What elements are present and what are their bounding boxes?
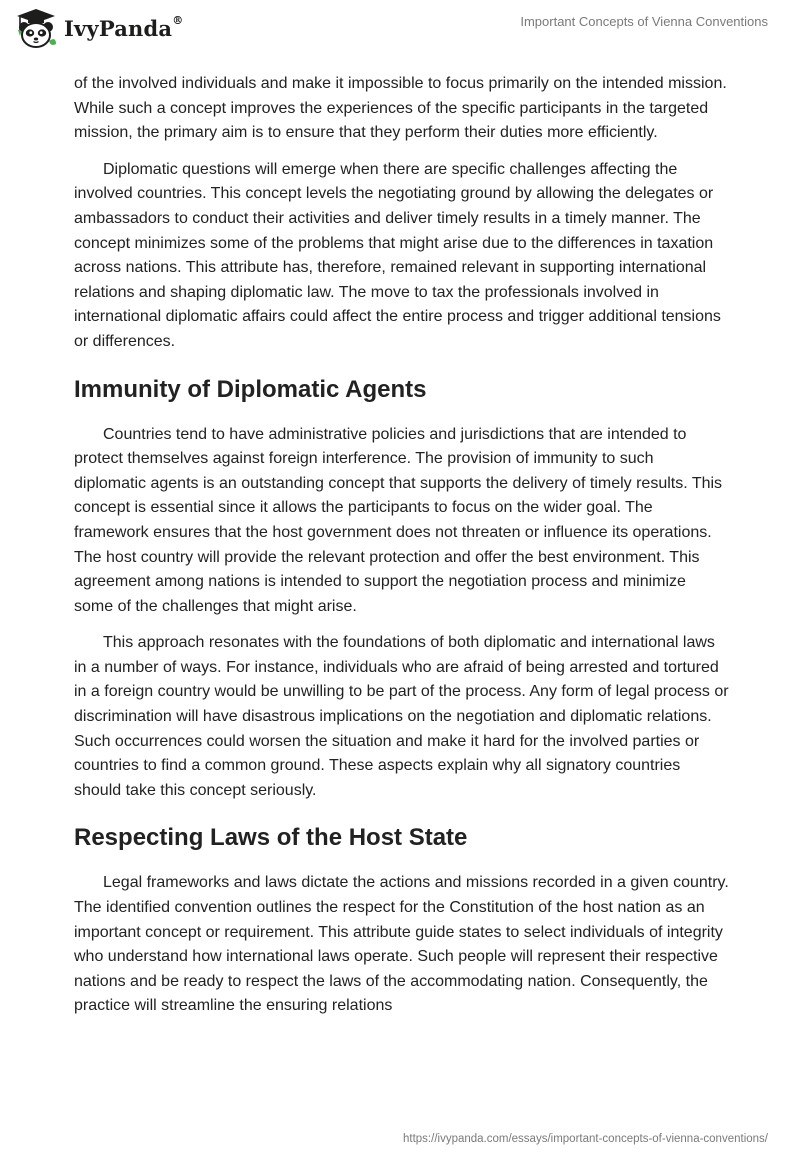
brand-name: IvyPanda® (64, 13, 184, 41)
page-header (0, 0, 800, 60)
paragraph-respecting-laws: Legal frameworks and laws dictate the actions and missions recorded in a given country. The identified convention outlines the respect for the Constitution of the host nation as an important concept or requirement. This attribute guide states to select individuals of integrity who understand how international laws operate. Such people will represent their respective nations and be ready to respect the laws of the accommodating nation. Consequently, the practice will streamline the ensuring relations (74, 874, 729, 1015)
document-title: Important Concepts of Vienna Conventions (520, 14, 768, 29)
registered-mark: ® (172, 13, 184, 27)
source-url-link[interactable]: https://ivypanda.com/essays/important-concepts-of-vienna-conventions/ (403, 1133, 768, 1145)
ivypanda-logo[interactable] (14, 8, 183, 48)
paragraph-immunity-2: This approach resonates with the foundations of both diplomatic and international laws in a number of ways. For instance, individuals who are afraid of being arrested and tortured in a foreign country would be unwilling to be part of the process. Any form of legal process or discrimination will have disastrous implications on the negotiation and diplomatic relations. Such occurrences could worsen the situation and make it hard for the involved parties or countries to find a common ground. These aspects explain why all signatory countries should take this concept seriously. (74, 634, 729, 799)
heading-immunity: Immunity of Diplomatic Agents (74, 375, 427, 403)
heading-respecting-laws: Respecting Laws of the Host State (74, 824, 468, 852)
panda-logo-icon (14, 8, 58, 48)
paragraph-diplomatic-questions: Diplomatic questions will emerge when there are specific challenges affecting the involved countries. This concept levels the negotiating ground by allowing the delegates or ambassadors to conduct their activities and deliver timely results in a timely manner. The concept minimizes some of the problems that might arise due to the differences in taxation across nations. This attribute has, therefore, remained relevant in supporting international relations and shaping diplomatic law. The move to tax the professionals involved in international diplomatic affairs could affect the entire process and trigger additional tensions or differences. (74, 160, 721, 350)
paragraph-immunity-1: Countries tend to have administrative policies and jurisdictions that are intended to protect themselves against foreign interference. The provision of immunity to such diplomatic agents is an outstanding concept that supports the delivery of timely results. This concept is essential since it allows the participants to focus on the wider goal. The framework ensures that the host government does not threaten or influence its operations. The host country will provide the relevant protection and offer the best environment. This agreement among nations is intended to support the negotiation process and minimize some of the challenges that might arise. (74, 425, 723, 615)
essay-content (74, 72, 729, 1031)
paragraph-continued: of the involved individuals and make it impossible to focus primarily on the intended mission. While such a concept improves the experiences of the specific participants in the targeted mission, the primary aim is to ensure that they perform their duties more efficiently. (74, 75, 727, 142)
